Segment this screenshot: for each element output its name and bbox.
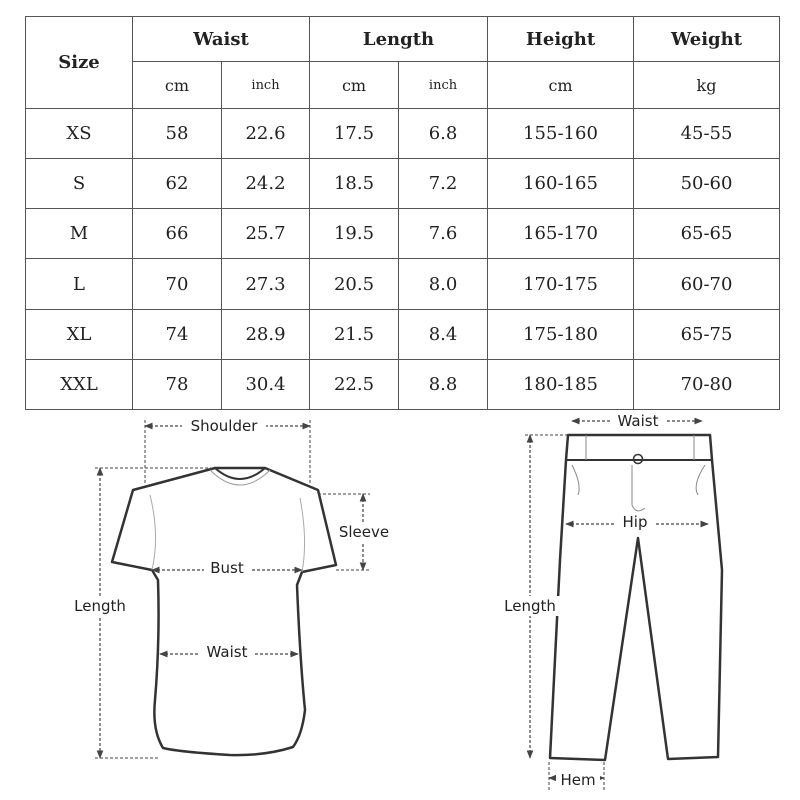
length-inch-cell: 7.2	[399, 159, 488, 209]
unit-weight-kg: kg	[634, 62, 780, 109]
unit-length-cm: cm	[310, 62, 399, 109]
sleeve-seam-left	[150, 495, 156, 570]
waist-inch-cell: 25.7	[222, 209, 310, 259]
unit-length-inch: inch	[399, 62, 488, 109]
pants-length-label: Length	[504, 597, 556, 615]
waist-inch-cell: 30.4	[222, 359, 310, 409]
waist-inch-cell: 24.2	[222, 159, 310, 209]
size-header: Size	[26, 17, 133, 109]
height-header: Height	[488, 17, 634, 62]
height-cell: 165-170	[488, 209, 634, 259]
pants-diagram	[500, 411, 722, 790]
height-cell: 170-175	[488, 259, 634, 309]
waist-inch-cell: 27.3	[222, 259, 310, 309]
length-cm-cell: 19.5	[310, 209, 399, 259]
waist-cm-cell: 78	[133, 359, 222, 409]
pants-fly	[632, 465, 645, 511]
weight-cell: 50-60	[634, 159, 780, 209]
pocket-left	[572, 465, 579, 495]
table-row	[26, 309, 780, 359]
height-cell: 175-180	[488, 309, 634, 359]
unit-waist-cm: cm	[133, 62, 222, 109]
size-cell: L	[26, 259, 133, 309]
sleeve-label: Sleeve	[338, 523, 390, 541]
weight-cell: 65-65	[634, 209, 780, 259]
shoulder-label: Shoulder	[190, 417, 258, 435]
waist-header: Waist	[133, 17, 310, 62]
size-cell: M	[26, 209, 133, 259]
waist-cm-cell: 62	[133, 159, 222, 209]
length-cm-cell: 20.5	[310, 259, 399, 309]
tshirt-diagram	[70, 416, 392, 758]
length-cm-cell: 22.5	[310, 359, 399, 409]
sleeve-seam-right	[300, 498, 305, 572]
size-cell: S	[26, 159, 133, 209]
size-chart-table	[25, 16, 780, 410]
table-row	[26, 109, 780, 159]
shirt-waist-label: Waist	[206, 643, 248, 661]
waist-cm-cell: 74	[133, 309, 222, 359]
waist-cm-cell: 66	[133, 209, 222, 259]
tshirt-collar	[215, 468, 265, 479]
length-cm-cell: 21.5	[310, 309, 399, 359]
shirt-length-label: Length	[74, 597, 126, 615]
table-row	[26, 209, 780, 259]
hip-label: Hip	[622, 513, 648, 531]
size-cell: XXL	[26, 359, 133, 409]
length-inch-cell: 8.4	[399, 309, 488, 359]
length-inch-cell: 8.8	[399, 359, 488, 409]
unit-height-cm: cm	[488, 62, 634, 109]
length-header: Length	[310, 17, 488, 62]
length-cm-cell: 18.5	[310, 159, 399, 209]
height-cell: 155-160	[488, 109, 634, 159]
length-inch-cell: 7.6	[399, 209, 488, 259]
waist-cm-cell: 58	[133, 109, 222, 159]
weight-cell: 70-80	[634, 359, 780, 409]
bust-label: Bust	[210, 559, 244, 577]
waist-inch-cell: 22.6	[222, 109, 310, 159]
table-row	[26, 259, 780, 309]
weight-header: Weight	[634, 17, 780, 62]
waist-cm-cell: 70	[133, 259, 222, 309]
height-cell: 180-185	[488, 359, 634, 409]
size-cell: XL	[26, 309, 133, 359]
hem-label: Hem	[560, 771, 596, 789]
weight-cell: 60-70	[634, 259, 780, 309]
measurement-diagrams	[0, 410, 800, 800]
length-inch-cell: 8.0	[399, 259, 488, 309]
pocket-right	[696, 465, 705, 495]
length-inch-cell: 6.8	[399, 109, 488, 159]
unit-waist-inch: inch	[222, 62, 310, 109]
size-cell: XS	[26, 109, 133, 159]
weight-cell: 45-55	[634, 109, 780, 159]
weight-cell: 65-75	[634, 309, 780, 359]
table-row	[26, 359, 780, 409]
pants-waist-label: Waist	[617, 412, 659, 430]
table-row	[26, 159, 780, 209]
length-cm-cell: 17.5	[310, 109, 399, 159]
height-cell: 160-165	[488, 159, 634, 209]
waist-inch-cell: 28.9	[222, 309, 310, 359]
